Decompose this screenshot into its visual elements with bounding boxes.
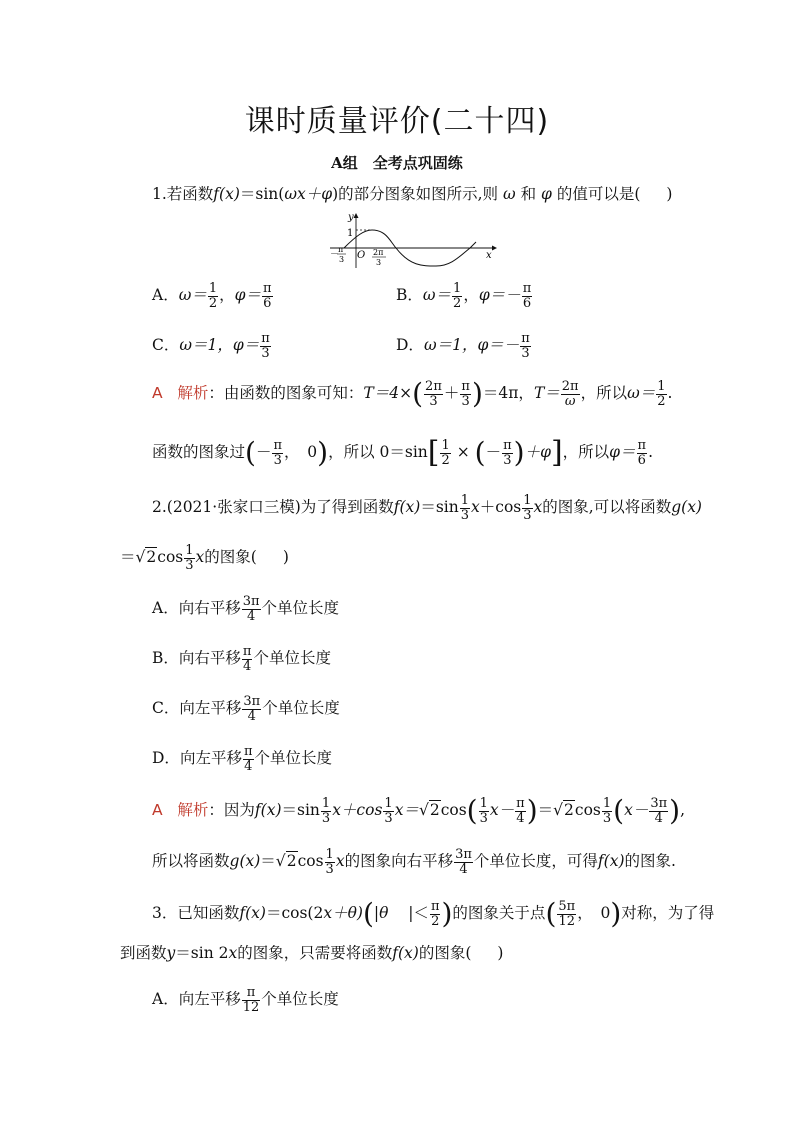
- x-axis-arrow: [492, 246, 497, 251]
- solution-label: 解析: [177, 384, 209, 403]
- q1-option-a[interactable]: A．ω＝ $\frac{1}{2}$ ，φ＝ $\frac{\pi}{6}$: [152, 281, 272, 311]
- q2-option-d[interactable]: D．向左平移 $\frac{\pi}{4}$ 个单位长度: [152, 744, 333, 774]
- q3-stem-line1: 3．已知函数f(x)＝cos(2x＋θ)(|θ |＜ $\frac{\pi}{2}$ )的图象关于点( $\frac{5\pi}{12}$ ， 0)对称，为了得: [152, 897, 715, 931]
- neg-three: 3: [339, 255, 345, 264]
- q1-option-d[interactable]: D．ω＝1，φ＝－ $\frac{\pi}{3}$: [396, 331, 530, 361]
- q2-solution-line1: A 解析：因为f(x)＝sin $\frac{1}{3}$ x＋cos $\frac{1}{3}$ x＝√2cos( $\frac{1}{3}$ x－ $\frac{\pi}{4}$ )＝√2cos $\frac{1}{3}$ (x－ $\frac{3\pi}{4}$ ),: [152, 794, 686, 828]
- neg-minus: －: [330, 250, 340, 260]
- two-pi: 2π: [373, 248, 384, 257]
- q1-option-b[interactable]: B．ω＝ $\frac{1}{2}$ ，φ＝－ $\frac{\pi}{6}$: [396, 281, 532, 311]
- x-label: x: [486, 250, 492, 261]
- y-axis-arrow: [354, 213, 359, 218]
- q2-solution-line2: 所以将函数g(x)＝√2cos $\frac{1}{3}$ x的图象向右平移 $\frac{3\pi}{4}$ 个单位长度，可得f(x)的图象.: [152, 847, 676, 877]
- q1-solution-line1: A 解析：由函数的图象可知：T＝4×( $\frac{2\pi}{3}$ ＋ $\frac{\pi}{3}$ )＝4π，T＝ $\frac{2\pi}{\omega}$ ，所以ω＝ $\frac{1}{2}$ .: [152, 377, 673, 411]
- q3-stem-line2: 到函数y＝sin 2x的图象，只需要将函数f(x)的图象( ): [120, 944, 504, 962]
- answer-letter: A: [152, 384, 163, 403]
- q2-option-b[interactable]: B．向右平移 $\frac{\pi}{4}$ 个单位长度: [152, 644, 331, 674]
- q2-stem-line1: 2.(2021·张家口三模)为了得到函数f(x)＝sin $\frac{1}{3}$ x＋cos $\frac{1}{3}$ x的图象,可以将函数g(x): [152, 493, 702, 523]
- q1-sine-graph: [326, 210, 498, 270]
- neg-pi: π: [338, 245, 344, 254]
- section-heading: A组 全考点巩固练: [331, 154, 463, 172]
- q2-option-a[interactable]: A．向右平移 $\frac{3\pi}{4}$ 个单位长度: [152, 594, 340, 624]
- solution-label: 解析: [177, 801, 209, 820]
- y-label: y: [348, 212, 354, 223]
- page-title: 课时质量评价(二十四): [244, 104, 550, 139]
- q2-option-c[interactable]: C．向左平移 $\frac{3\pi}{4}$ 个单位长度: [152, 694, 340, 724]
- origin-label: O: [357, 250, 366, 261]
- two-pi-three: 3: [376, 258, 382, 267]
- q1-stem: 1.若函数f(x)＝sin(ωx＋φ)的部分图象如图所示,则 ω 和 φ 的值可以是( ): [152, 185, 673, 203]
- tick-one: 1: [347, 228, 354, 239]
- q3-option-a[interactable]: A．向左平移 $\frac{\pi}{12}$ 个单位长度: [152, 985, 339, 1015]
- q2-stem-line2: ＝√2cos $\frac{1}{3}$ x的图象( ): [120, 543, 289, 573]
- q1-solution-line2: 函数的图象过(－ $\frac{\pi}{3}$ ， 0)，所以 0＝sin[ $\frac{1}{2}$ × (－ $\frac{\pi}{3}$ )＋φ]，所以φ＝ $\frac{\pi}{6}$ .: [152, 435, 654, 470]
- q1-option-c[interactable]: C．ω＝1，φ＝ $\frac{\pi}{3}$: [152, 331, 270, 361]
- answer-letter: A: [152, 801, 163, 820]
